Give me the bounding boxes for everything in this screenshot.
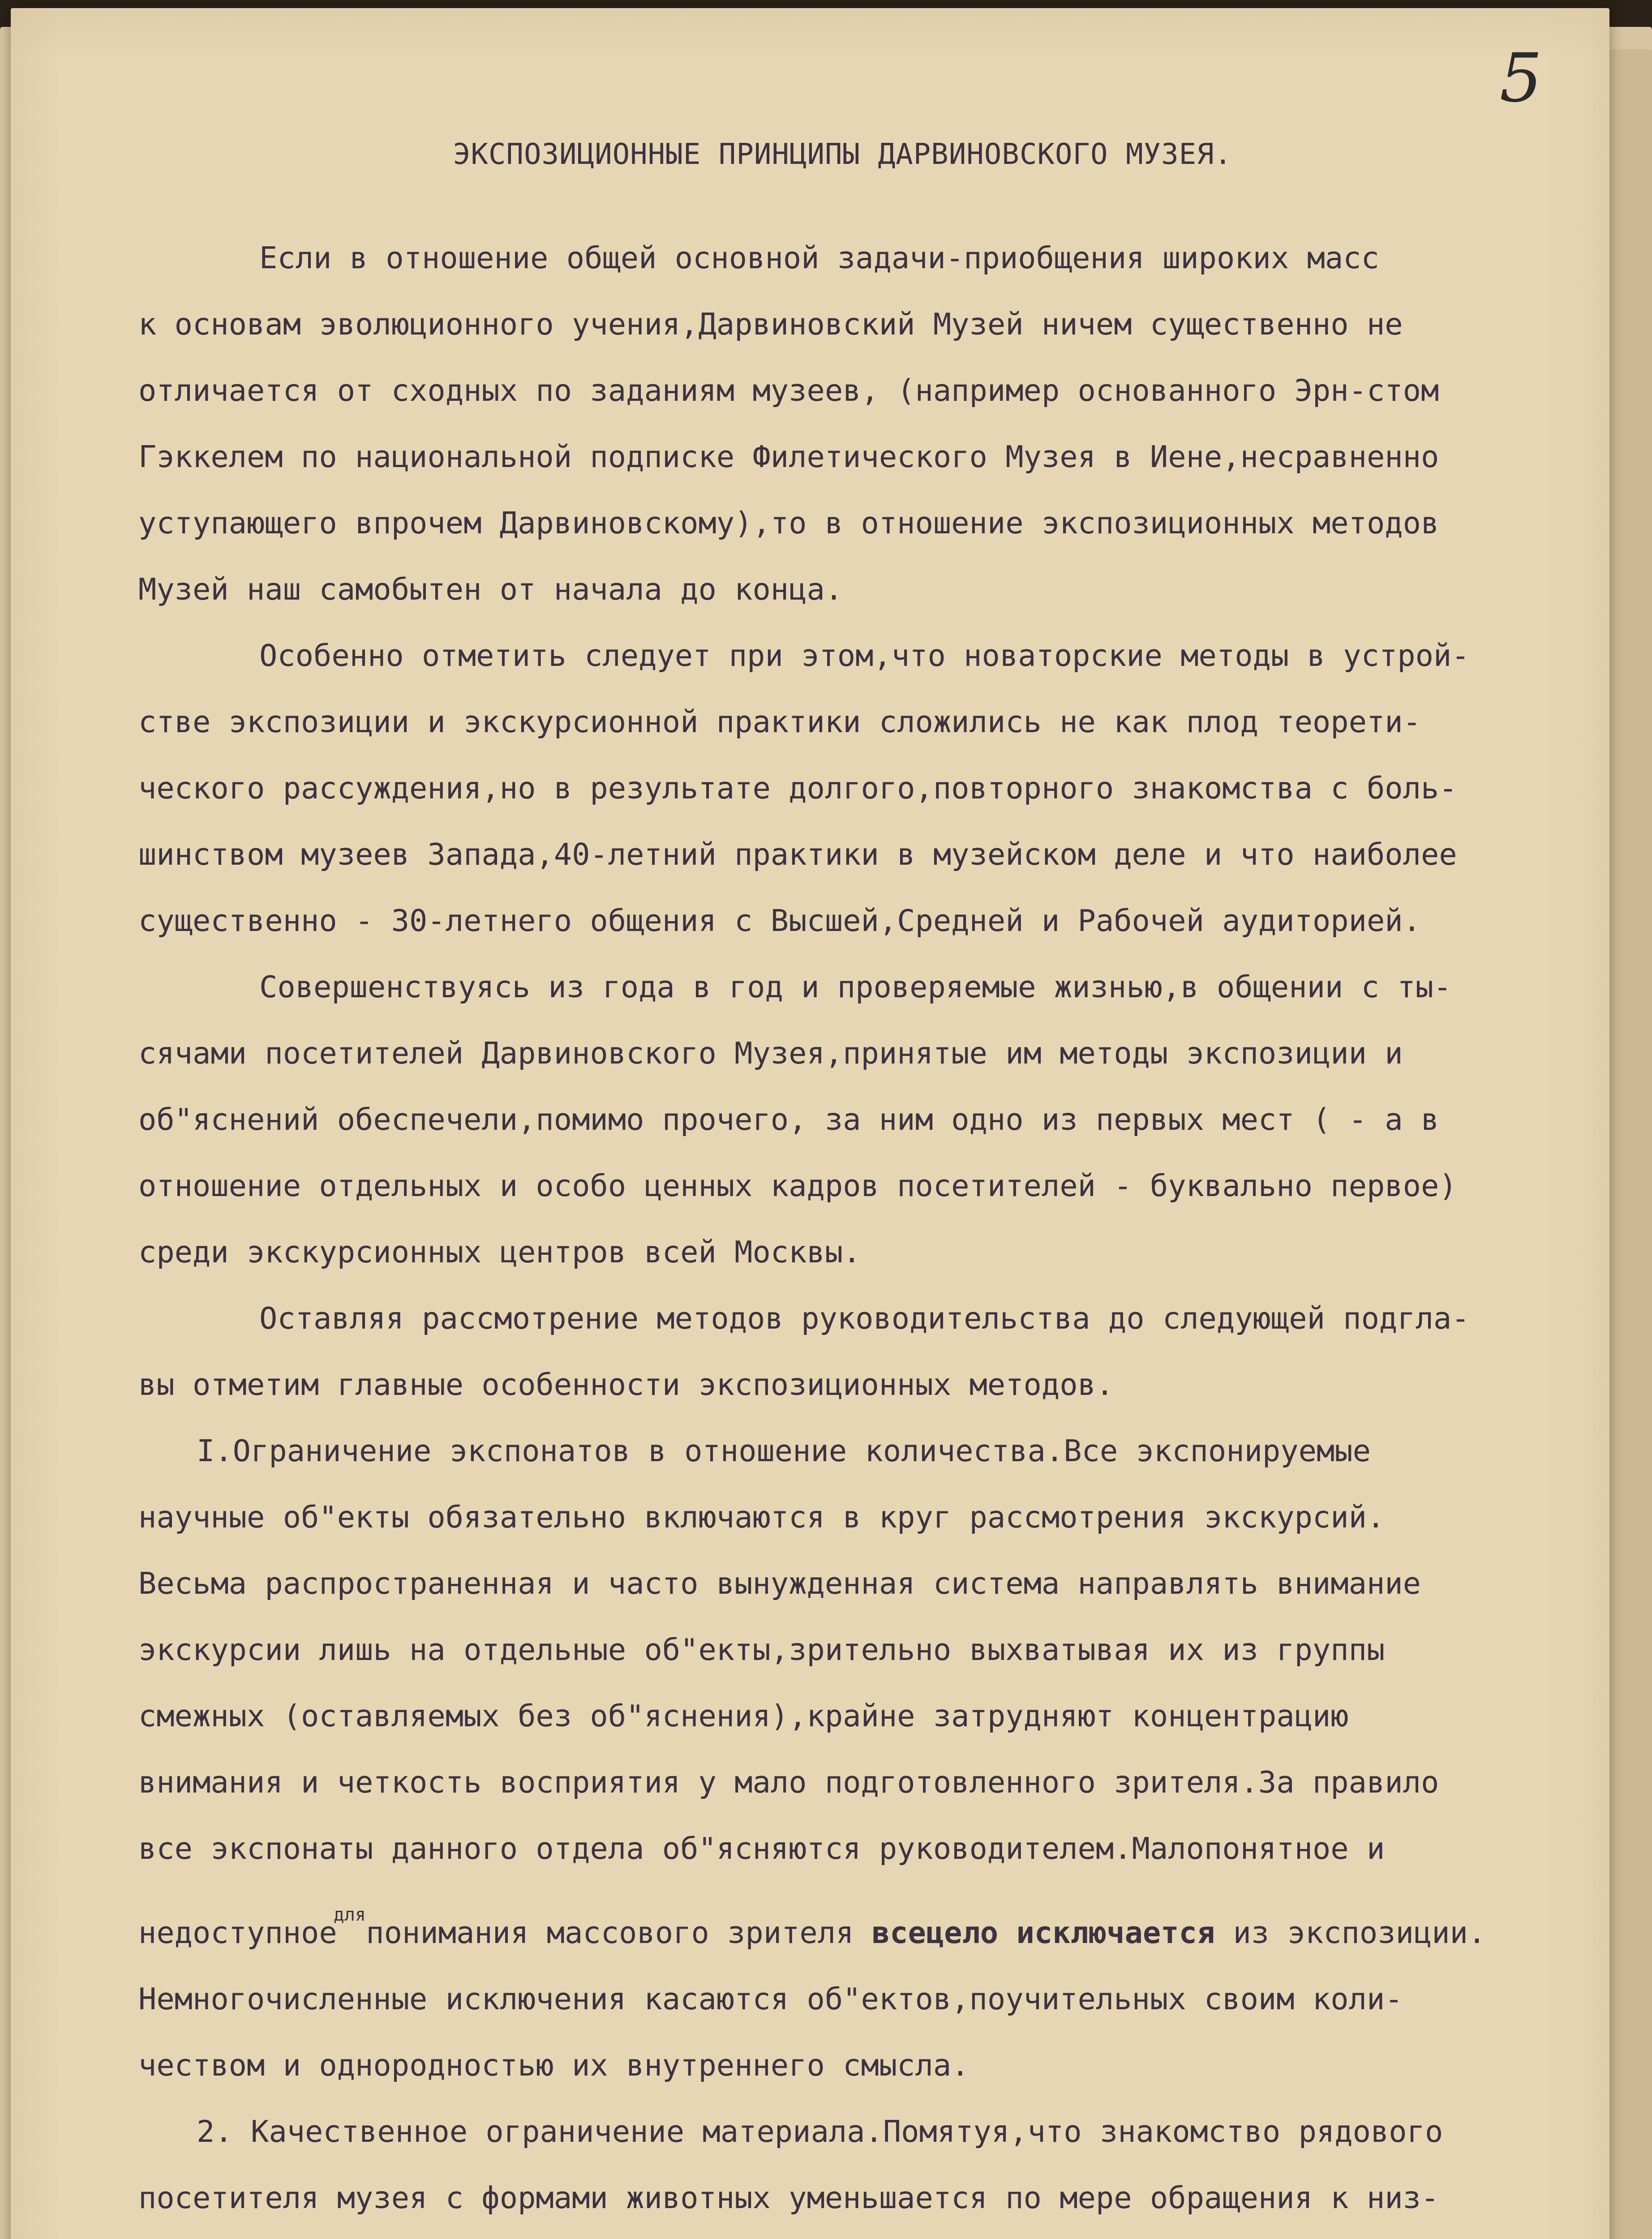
- paragraph: [138, 622, 1529, 954]
- text-line: Если в отношение общей основной задачи-приобщения широких масс: [259, 240, 1379, 275]
- text-line: Оставляя рассмотрение методов руководительства до следующей подгла-: [259, 1301, 1470, 1336]
- text-line: ческого рассуждения,но в результате долгого,повторного знакомства с боль-: [138, 771, 1457, 806]
- text-line: отношение отдельных и особо ценных кадров посетителей - буквально первое): [138, 1168, 1457, 1203]
- overtyped-text: всецело исключается: [871, 1915, 1215, 1950]
- text-line: Музей наш самобытен от начала до конца.: [138, 572, 843, 607]
- list-item: [138, 2098, 1529, 2239]
- interlinear-insertion: для: [333, 1904, 366, 1925]
- text-line: посетителя музея с формами животных уменьшается по мере обращения к низ-: [138, 2180, 1439, 2215]
- text-line: Немногочисленные исключения касаются об"ектов,поучительных своим коли-: [138, 1982, 1403, 2016]
- text-line: об"яснений обеспечели,помимо прочего, за ним одно из первых мест ( - а в: [138, 1102, 1439, 1137]
- text-line: стве экспозиции и экскурсионной практики сложились не как плод теорети-: [138, 704, 1421, 739]
- text-fragment: из экспозиции.: [1215, 1915, 1486, 1950]
- text-line: к основам эволюционного учения,Дарвиновский Музей ничем существенно не: [138, 307, 1403, 342]
- text-line: все экспонаты данного отдела об"ясняются руководителем.Малопонятное и: [138, 1831, 1385, 1866]
- text-line: уступающего впрочем Дарвиновскому),то в отношение экспозиционных методов: [138, 506, 1439, 540]
- text-line: экскурсии лишь на отдельные об"екты,зрительно выхватывая их из группы: [138, 1632, 1385, 1667]
- document-title: ЭКСПОЗИЦИОННЫЕ ПРИНЦИПЫ ДАРВИНОВСКОГО МУЗЕЯ.: [453, 138, 1232, 171]
- text-line: Совершенствуясь из года в год и проверяемые жизнью,в общении с ты-: [259, 969, 1452, 1004]
- text-line: чеством и однородностью их внутреннего смысла.: [138, 2048, 970, 2083]
- paragraph: [138, 225, 1529, 622]
- text-line: среди экскурсионных центров всей Москвы.: [138, 1235, 861, 1270]
- text-line: сячами посетителей Дарвиновского Музея,принятые им методы экспозиции и: [138, 1036, 1403, 1071]
- text-line: I.Ограничение экспонатов в отношение количества.Все экспонируемые: [197, 1433, 1371, 1468]
- paragraph: [138, 954, 1529, 1285]
- page-number: 5: [1499, 39, 1542, 117]
- list-item: [138, 1418, 1529, 2098]
- paragraph: [138, 1285, 1529, 1418]
- text-line: отличается от сходных по заданиям музеев, (например основанного Эрн-стом: [138, 373, 1439, 408]
- text-line: существенно - 30-летнего общения с Высшей,Средней и Рабочей аудиторией.: [138, 903, 1421, 938]
- text-line: шинством музеев Запада,40-летний практики в музейском деле и что наиболее: [138, 837, 1457, 872]
- text-line: Весьма распространенная и часто вынужденная система направлять внимание: [138, 1566, 1421, 1601]
- text-line: научные об"екты обязательно включаются в круг рассмотрения экскурсий.: [138, 1500, 1385, 1535]
- text-line: Особенно отметить следует при этом,что новаторские методы в устрой-: [259, 638, 1470, 673]
- text-line: Гэккелем по национальной подписке Филетического Музея в Иене,несравненно: [138, 439, 1439, 474]
- text-line: внимания и четкость восприятия у мало подготовленного зрителя.За правило: [138, 1765, 1439, 1800]
- text-fragment: недоступное: [138, 1915, 337, 1950]
- text-line-with-insertion: [138, 1882, 1529, 1966]
- text-line: 2. Качественное ограничение материала.Помятуя,что знакомство рядового: [197, 2114, 1443, 2149]
- text-line: [138, 2231, 1529, 2239]
- document-page: [11, 8, 1609, 2239]
- text-fragment: понимания массового зрителя: [348, 1915, 872, 1950]
- text-line: смежных (оставляемых без об"яснения),крайне затрудняют концентрацию: [138, 1699, 1349, 1733]
- text-line: вы отметим главные особенности экспозиционных методов.: [138, 1367, 1114, 1402]
